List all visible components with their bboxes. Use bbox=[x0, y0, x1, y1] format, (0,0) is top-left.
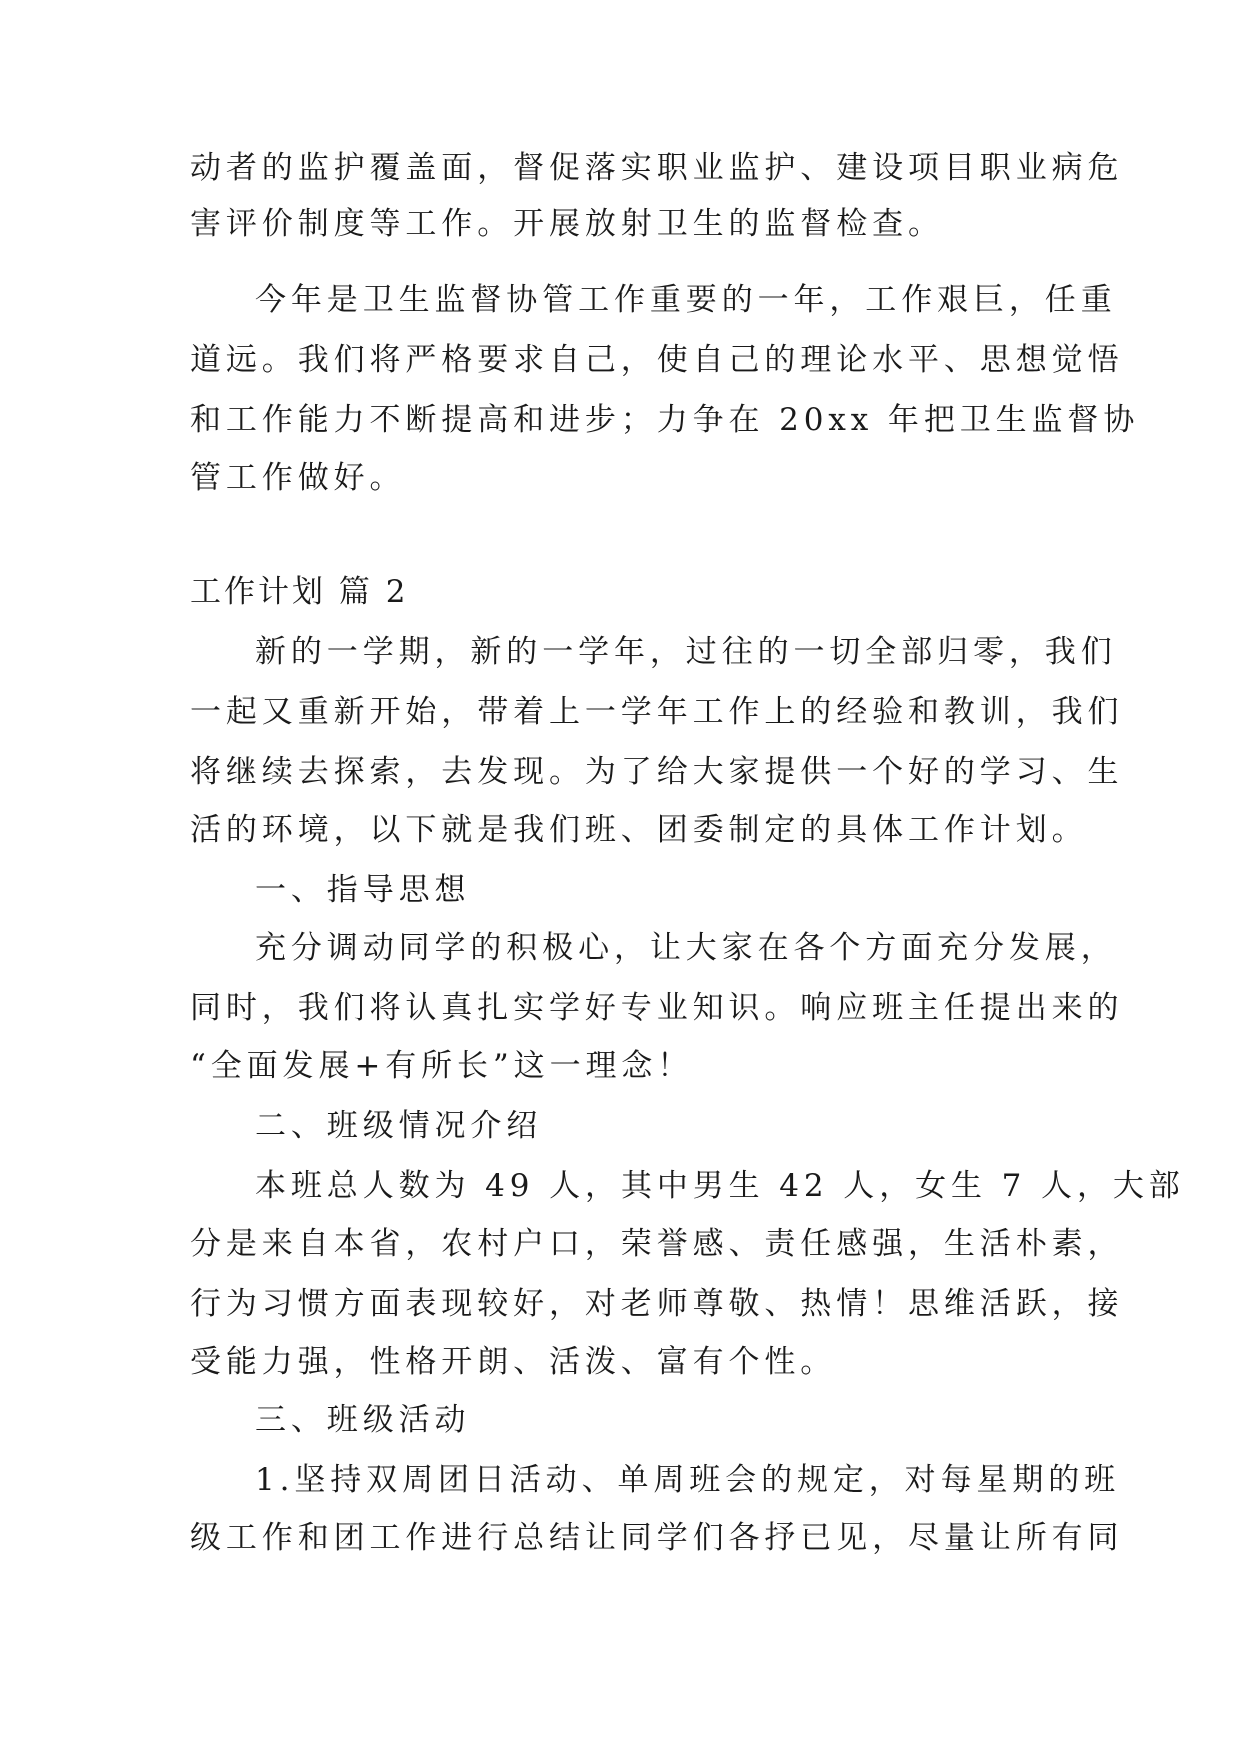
text-line: 1.坚持双周团日活动、单周班会的规定，对每星期的班 bbox=[255, 1462, 1121, 1498]
text-line: 同时，我们将认真扎实学好专业知识。响应班主任提出来的 bbox=[190, 990, 1124, 1026]
text-line: 分是来自本省，农村户口，荣誉感、责任感强，生活朴素， bbox=[190, 1226, 1124, 1262]
text-line: 级工作和团工作进行总结让同学们各抒已见，尽量让所有同 bbox=[190, 1520, 1124, 1556]
text-line: 道远。我们将严格要求自己，使自己的理论水平、思想觉悟 bbox=[190, 342, 1124, 378]
section-title: 工作计划 篇 2 bbox=[190, 574, 409, 610]
text-line: 受能力强，性格开朗、活泼、富有个性。 bbox=[190, 1344, 837, 1380]
subheading: 三、班级活动 bbox=[255, 1402, 471, 1438]
text-line: “全面发展+有所长”这一理念！ bbox=[190, 1048, 694, 1084]
subheading: 一、指导思想 bbox=[255, 872, 471, 908]
text-line: 动者的监护覆盖面，督促落实职业监护、建设项目职业病危 bbox=[190, 150, 1124, 186]
text-line: 害评价制度等工作。开展放射卫生的监督检查。 bbox=[190, 206, 944, 242]
subheading: 二、班级情况介绍 bbox=[255, 1108, 543, 1144]
text-line: 和工作能力不断提高和进步；力争在 20xx 年把卫生监督协 bbox=[190, 402, 1140, 438]
text-line: 将继续去探索，去发现。为了给大家提供一个好的学习、生 bbox=[190, 754, 1124, 790]
text-line: 本班总人数为 49 人，其中男生 42 人，女生 7 人，大部 bbox=[255, 1168, 1185, 1204]
text-line: 充分调动同学的积极心，让大家在各个方面充分发展， bbox=[255, 930, 1117, 966]
text-line: 一起又重新开始，带着上一学年工作上的经验和教训，我们 bbox=[190, 694, 1124, 730]
text-line: 新的一学期，新的一学年，过往的一切全部归零，我们 bbox=[255, 634, 1117, 670]
text-line: 今年是卫生监督协管工作重要的一年，工作艰巨，任重 bbox=[255, 282, 1117, 318]
text-line: 管工作做好。 bbox=[190, 460, 406, 496]
text-line: 活的环境，以下就是我们班、团委制定的具体工作计划。 bbox=[190, 812, 1088, 848]
text-line: 行为习惯方面表现较好，对老师尊敬、热情！思维活跃，接 bbox=[190, 1286, 1124, 1322]
